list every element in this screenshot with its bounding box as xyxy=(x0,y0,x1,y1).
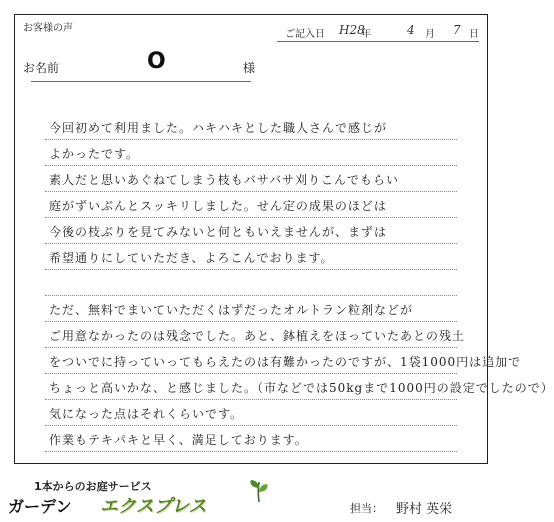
message-line-text: をついでに持っていってもらえたのは有難かったのですが、1袋1000円は追加で xyxy=(49,355,522,369)
message-line xyxy=(45,319,466,348)
message-line-text: 気になった点はそれくらいです。 xyxy=(49,407,244,421)
customer-name: O xyxy=(147,49,166,74)
footer xyxy=(0,470,500,522)
name-underline xyxy=(31,81,251,82)
date-underline xyxy=(277,41,479,42)
message-line-text: 庭がずいぶんとスッキリしました。せん定の成果のほどは xyxy=(49,199,387,213)
staff-name: 野村 英栄 xyxy=(396,502,453,517)
customer-voice-card xyxy=(14,14,554,464)
message-line-text: 作業もテキパキと早く、満足しております。 xyxy=(49,433,308,447)
message-line-text: よかったです。 xyxy=(49,147,140,161)
message-line xyxy=(45,189,457,218)
message-line-text: 今回初めて利用ました。ハキハキとした職人さんで感じが xyxy=(49,121,388,135)
message-line xyxy=(45,241,457,270)
message-line-text: 今後の枝ぶりを見てみないと何ともいえませんが、まずは xyxy=(49,225,388,239)
voice-label: お客様の声 xyxy=(23,23,73,34)
date-era: H28 xyxy=(339,23,365,37)
message-line xyxy=(45,397,457,426)
brand-main: ガーデン xyxy=(8,499,72,516)
date-month-unit: 月 xyxy=(425,29,435,40)
message-line-text: 素人だと思いあぐねてしまう枝もバサバサ刈りこんでもらい xyxy=(49,173,399,187)
message-line xyxy=(45,267,457,296)
message-line xyxy=(45,371,554,400)
message-line xyxy=(45,111,457,140)
message-line xyxy=(45,215,457,244)
message-line xyxy=(45,293,457,322)
message-line-text: ちょっと高いかな、と感じました。（市などでは50kgまで1000円の設定でしたので） xyxy=(49,381,554,395)
tagline: 1本からのお庭サービス xyxy=(34,480,152,493)
name-label: お名前 xyxy=(23,61,60,75)
leaf-logo-icon xyxy=(246,478,272,504)
date-day: 7 xyxy=(453,23,461,37)
date-era-unit: 年 xyxy=(361,29,371,40)
brand-accent: エクスプレス xyxy=(100,496,207,516)
message-line-text: ご用意なかったのは残念でした。あと、鉢植えをほっていたあとの残土 xyxy=(49,329,466,343)
message-line xyxy=(45,163,457,192)
message-line xyxy=(45,345,522,374)
date-day-unit: 日 xyxy=(469,29,479,40)
date-label: ご記入日 xyxy=(285,29,325,40)
staff-label: 担当： xyxy=(350,502,383,515)
honorific: 様 xyxy=(243,61,256,75)
date-month: 4 xyxy=(407,23,415,37)
message-line-text: 希望通りにしていただき、よろこんでおります。 xyxy=(49,251,334,265)
message-line-text: ただ、無料でまいていただくはずだったオルトラン粒剤などが xyxy=(49,303,414,317)
message-line xyxy=(45,423,457,452)
message-line xyxy=(45,137,457,166)
